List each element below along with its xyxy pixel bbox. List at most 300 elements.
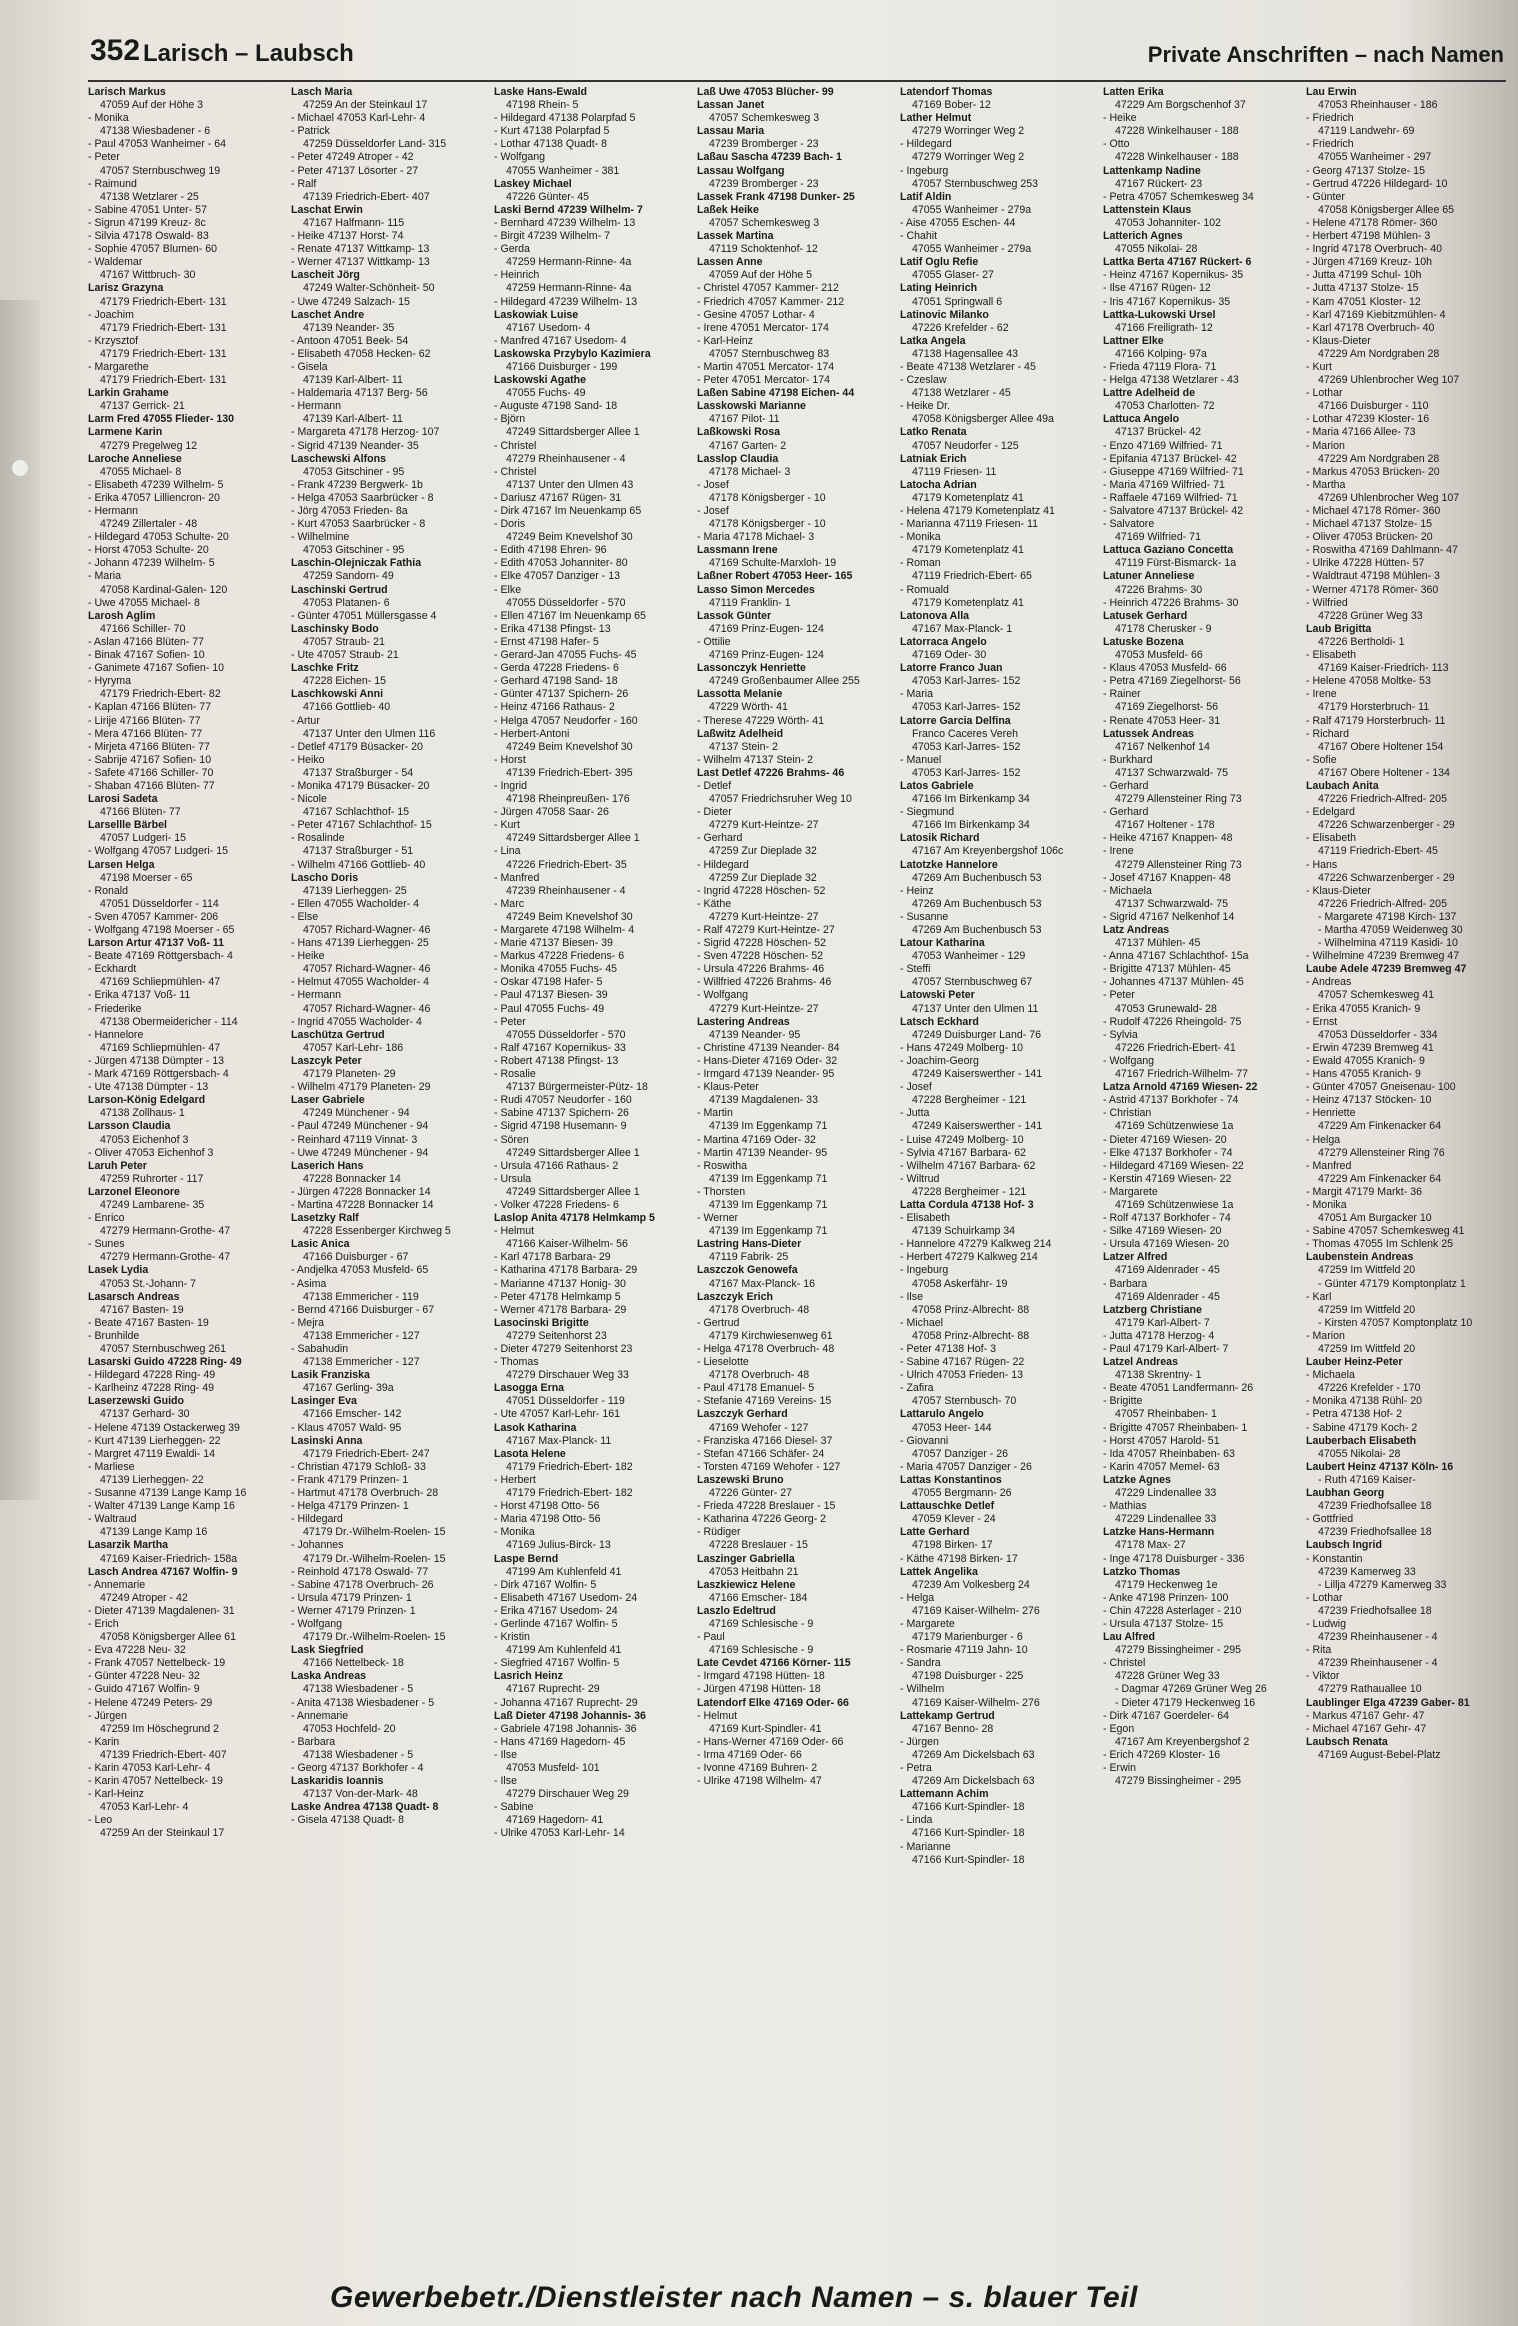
entry-surname: Laserich Hans	[291, 1159, 364, 1172]
entry-line: - Mathias	[1103, 1500, 1147, 1513]
entry-line: - Margarethe	[88, 360, 149, 373]
entry-line: - Helmut 47055 Wacholder- 4	[291, 976, 429, 989]
entry-line: 47055 Fuchs- 49	[506, 387, 586, 400]
entry-line: - Petra 47138 Hof- 2	[1306, 1408, 1402, 1421]
entry-line: 47269 Am Dickelsbach 63	[912, 1748, 1035, 1761]
entry-line: 47269 Uhlenbrocher Weg 107	[1318, 374, 1460, 387]
entry-line: 47053 St.-Johann- 7	[100, 1277, 197, 1290]
entry-line: 47166 Freiligrath- 12	[1115, 321, 1213, 334]
entry-line: 47167 Usedom- 4	[506, 321, 591, 334]
entry-line: 47198 Rhein- 5	[506, 99, 579, 112]
entry-line: - Edith 47198 Ehren- 96	[494, 544, 607, 557]
entry-line: - Marc	[494, 897, 525, 910]
entry-line: - Hans 47139 Lierheggen- 25	[291, 937, 429, 950]
entry-line: 47169 Bober- 12	[912, 99, 991, 112]
entry-line: - Wilhelmina 47119 Kasidi- 10	[1318, 937, 1458, 950]
entry-surname: Latz Andreas	[1103, 924, 1170, 936]
entry-surname: Latocha Adrian	[900, 478, 977, 491]
entry-line: - Werner	[697, 1212, 739, 1225]
entry-line: - Karl-Heinz	[88, 1788, 144, 1801]
entry-line: - Ute 47138 Dümpter - 13	[88, 1081, 209, 1094]
entry-line: 47178 Overbruch- 48	[709, 1369, 810, 1382]
entry-line: - Heike	[291, 950, 325, 963]
entry-line: 47279 Rathauallee 10	[1318, 1683, 1422, 1696]
entry-surname: Lastering Andreas	[697, 1015, 790, 1028]
entry-surname: Latif Aldin	[900, 190, 952, 203]
entry-surname: Latzberg Christiane	[1103, 1303, 1202, 1316]
entry-line: - Hermann	[291, 989, 342, 1002]
entry-surname: Laszczyk Erich	[697, 1290, 773, 1303]
entry-surname: Lassok Günter	[697, 609, 772, 622]
entry-line: - Paul 47055 Fuchs- 49	[494, 1002, 605, 1015]
entry-line: - Jutta	[900, 1107, 930, 1120]
entry-surname: Larosi Sadeta	[88, 793, 158, 806]
entry-line: - Artur	[291, 714, 320, 727]
entry-line: - Elisabeth 47058 Hecken- 62	[291, 347, 431, 360]
entry-line: - Irene 47051 Mercator- 174	[697, 321, 829, 334]
entry-line: 47169 Schützenwiese 1a	[1115, 1198, 1234, 1211]
entry-line: - Sven 47228 Höschen- 52	[697, 950, 824, 963]
entry-line: 47249 Kaiserswerther - 141	[912, 1120, 1043, 1133]
entry-surname: Latka Angela	[900, 334, 966, 347]
entry-line: 47051 Düsseldorfer - 114	[100, 897, 219, 910]
entry-line: 47179 Kirchwiesenweg 61	[709, 1329, 833, 1342]
entry-line: - Ingrid 47055 Wacholder- 4	[291, 1015, 422, 1028]
entry-line: - Peter 47249 Atroper - 42	[291, 151, 414, 164]
entry-line: 47167 Wittbruch- 30	[100, 269, 196, 282]
entry-line: 47167 Garten- 2	[709, 439, 787, 452]
entry-line: 47059 Auf der Höhe 3	[100, 99, 204, 112]
entry-line: - Martha 47059 Weidenweg 30	[1318, 924, 1463, 936]
entry-line: - Hyryma	[88, 675, 131, 688]
entry-line: - Doris	[494, 518, 526, 531]
entry-line: 47167 Am Kreyenbergshof 2	[1115, 1735, 1250, 1748]
entry-line: - Ralf 47179 Horsterbruch- 11	[1306, 714, 1446, 727]
entry-line: - Sabine 47179 Koch- 2	[1306, 1421, 1418, 1434]
entry-line: - Elisabeth 47167 Usedom- 24	[494, 1591, 638, 1604]
entry-line: - Rolf 47137 Borkhofer - 74	[1103, 1212, 1231, 1225]
entry-line: - Elke 47057 Danziger - 13	[494, 570, 621, 583]
entry-surname: Laskey Michael	[494, 177, 572, 190]
entry-surname: Laube Adele 47239 Bremweg 47	[1306, 963, 1467, 976]
entry-line: - Martha	[1306, 478, 1346, 491]
entry-line: - Paul 47137 Biesen- 39	[494, 989, 608, 1002]
entry-line: 47226 Friedrich-Ebert- 35	[506, 858, 627, 871]
entry-line: - Wilhelm 47179 Planeten- 29	[291, 1081, 431, 1094]
entry-line: 47119 Friedrich-Ebert- 45	[1318, 845, 1438, 858]
entry-line: - Birgit 47239 Wilhelm- 7	[494, 230, 610, 243]
entry-line: - Helmut	[697, 1709, 738, 1722]
entry-line: 47249 Beim Knevelshof 30	[506, 531, 633, 544]
entry-line: 47139 Lierheggen- 25	[303, 884, 407, 897]
entry-line: 47259 An der Steinkaul 17	[303, 99, 428, 112]
entry-line: - Helena 47179 Kometenplatz 41	[900, 505, 1055, 517]
entry-line: - Lina	[494, 845, 521, 858]
listing-column-4	[697, 86, 873, 2266]
entry-line: 47249 Beim Knevelshof 30	[506, 740, 633, 753]
entry-line: - Gesine 47057 Lothar- 4	[697, 308, 815, 321]
entry-line: 47166 Duisburger - 199	[506, 360, 618, 373]
entry-line: 47139 Friedrich-Ebert- 395	[506, 766, 633, 779]
entry-line: 47119 Franklin- 1	[709, 596, 791, 609]
entry-line: - Mera 47166 Blüten- 77	[88, 727, 203, 740]
entry-line: 47057 Sternbuschweg 83	[709, 347, 830, 360]
entry-line: 47226 Friedrich-Alfred- 205	[1318, 897, 1447, 910]
entry-line: 47279 Kurt-Heintze- 27	[709, 819, 819, 832]
entry-line: - Robert 47138 Pfingst- 13	[494, 1054, 619, 1067]
entry-line: - Brunhilde	[88, 1329, 140, 1342]
entry-line: - Salvatore 47137 Brückel- 42	[1103, 505, 1244, 517]
entry-line: - Friedrich	[1306, 112, 1354, 125]
entry-line: 47057 Friedrichsruher Weg 10	[709, 793, 852, 806]
entry-surname: Laspe Bernd	[494, 1552, 559, 1565]
entry-line: - Dagmar 47269 Grüner Weg 26	[1115, 1683, 1267, 1696]
entry-line: - Volker 47228 Friedens- 6	[494, 1198, 619, 1211]
entry-line: - Ingeburg	[900, 164, 949, 177]
entry-line: - Otto	[1103, 138, 1130, 151]
entry-line: - Anita 47138 Wiesbadener - 5	[291, 1696, 435, 1709]
entry-line: - Hartmut 47178 Overbruch- 28	[291, 1487, 439, 1500]
entry-line: 47057 Straub- 21	[303, 635, 385, 648]
entry-line: - Asima	[291, 1277, 327, 1290]
listing-column-3	[494, 86, 670, 2266]
entry-line: 47228 Essenberger Kirchweg 5	[303, 1225, 451, 1238]
entry-line: 47279 Kurt-Heintze- 27	[709, 910, 819, 923]
entry-surname: Lattenstein Klaus	[1103, 203, 1192, 216]
entry-line: 47169 Wilfried- 71	[1115, 531, 1201, 544]
entry-surname: Laschet Andre	[291, 308, 365, 321]
entry-line: 47166 Schiller- 70	[100, 622, 186, 635]
entry-line: 47229 Lindenallee 33	[1115, 1513, 1217, 1526]
entry-line: 47169 Schliepmühlen- 47	[100, 976, 221, 989]
entry-line: - Rudi 47057 Neudorfer - 160	[494, 1094, 632, 1107]
entry-line: - Marianne	[900, 1840, 951, 1853]
entry-surname: Larm Fred 47055 Flieder- 130	[88, 413, 235, 426]
entry-line: 47259 Düsseldorfer Land- 315	[303, 138, 447, 151]
entry-line: 47239 Rheinhausener - 4	[506, 884, 626, 897]
entry-surname: Lating Heinrich	[900, 282, 978, 295]
entry-line: - Christel 47057 Kammer- 212	[697, 282, 839, 295]
entry-line: - Else	[291, 910, 319, 923]
entry-line: - Sabrije 47167 Sofien- 10	[88, 753, 212, 766]
entry-line: - Horst 47057 Harold- 51	[1103, 1434, 1220, 1447]
entry-line: - Günter 47051 Müllersgasse 4	[291, 609, 437, 622]
entry-line: 47137 Stein- 2	[709, 740, 778, 753]
entry-surname: Laschinski Gertrud	[291, 583, 388, 596]
entry-line: 47166 Kurt-Spindler- 18	[912, 1853, 1025, 1866]
entry-line: - Josef	[697, 505, 729, 517]
entry-line: - Sylvia 47167 Barbara- 62	[900, 1146, 1027, 1159]
entry-line: - Günter 47228 Neu- 32	[88, 1670, 200, 1683]
entry-line: 47139 Im Eggenkamp 71	[709, 1120, 828, 1133]
entry-line: - Ursula 47169 Wiesen- 20	[1103, 1238, 1230, 1251]
entry-line: 47053 Karl-Jarres- 152	[912, 766, 1021, 779]
entry-line: 47167 Max-Planck- 16	[709, 1277, 815, 1290]
entry-line: - Dariusz 47167 Rügen- 31	[494, 491, 622, 504]
entry-line: - Marion	[1306, 1329, 1345, 1342]
entry-line: - Margarete	[900, 1617, 955, 1630]
entry-line: - Ulrike 47053 Karl-Lehr- 14	[494, 1827, 625, 1840]
entry-line: 47179 Friedrich-Ebert- 247	[303, 1447, 430, 1460]
entry-line: - Wolfgang 47057 Ludgeri- 15	[88, 845, 228, 858]
entry-line: 47228 Grüner Weg 33	[1318, 609, 1423, 622]
entry-line: - Ida 47057 Rheinbaben- 63	[1103, 1447, 1235, 1460]
entry-line: - Irene	[1306, 688, 1337, 701]
entry-line: - Gerhard	[1103, 806, 1149, 819]
entry-line: - Brigitte	[1103, 1395, 1143, 1408]
entry-line: - Jürgen	[88, 1709, 127, 1722]
entry-line: - Bernhard 47239 Wilhelm- 13	[494, 216, 636, 229]
entry-line: 47259 Zur Dieplade 32	[709, 871, 817, 884]
entry-line: 47228 Bonnacker 14	[303, 1172, 401, 1185]
entry-line: 47166 Gottlieb- 40	[303, 701, 391, 714]
entry-line: 47279 Seitenhorst 23	[506, 1329, 607, 1342]
entry-line: 47279 Pregelweg 12	[100, 439, 198, 452]
entry-line: 47139 Neander- 95	[709, 1028, 801, 1041]
entry-surname: Latorraca Angelo	[900, 635, 987, 648]
entry-line: - Stefan 47166 Schäfer- 24	[697, 1447, 825, 1460]
entry-line: - Frieda 47119 Flora- 71	[1103, 360, 1217, 373]
entry-line: - Lillja 47279 Kamerweg 33	[1318, 1578, 1447, 1591]
entry-line: - Helga 47053 Saarbrücker - 8	[291, 491, 434, 504]
entry-line: - Georg 47137 Borkhofer - 4	[291, 1762, 424, 1774]
entry-line: - Karlheinz 47228 Ring- 49	[88, 1382, 215, 1395]
entry-line: - Ilse	[494, 1775, 517, 1788]
entry-line: - Klaus 47053 Musfeld- 66	[1103, 662, 1227, 675]
entry-line: 47178 Overbruch- 48	[709, 1303, 810, 1316]
entry-line: - Ernst	[1306, 1015, 1338, 1028]
entry-line: 47139 Neander- 35	[303, 321, 395, 334]
entry-surname: Laszewski Bruno	[697, 1473, 784, 1486]
entry-line: - Petra 47057 Schemkesweg 34	[1103, 190, 1254, 203]
entry-line: 47279 Bissingheimer - 295	[1115, 1775, 1242, 1788]
entry-line: - Martina 47228 Bonnacker 14	[291, 1198, 434, 1211]
entry-line: 47167 Benno- 28	[912, 1722, 994, 1735]
entry-line: - Christel	[1103, 1657, 1146, 1670]
entry-line: 47179 Friedrich-Ebert- 131	[100, 295, 227, 308]
entry-line: - Rüdiger	[697, 1526, 741, 1539]
entry-line: - Björn	[494, 413, 526, 426]
entry-line: - Wilhelm 47167 Barbara- 62	[900, 1159, 1036, 1172]
entry-line: 47167 Gerling- 39a	[303, 1382, 394, 1395]
entry-line: 47057 Richard-Wagner- 46	[303, 1002, 431, 1015]
entry-line: 47228 Eichen- 15	[303, 675, 387, 688]
entry-line: - Beate 47167 Basten- 19	[88, 1316, 209, 1329]
entry-line: - Martin	[697, 1107, 733, 1120]
entry-line: - Günter 47137 Spichern- 26	[494, 688, 629, 701]
entry-line: - Jutta 47178 Herzog- 4	[1103, 1329, 1215, 1342]
entry-line: - Kurt 47138 Polarpfad 5	[494, 125, 610, 138]
entry-line: 47139 Im Eggenkamp 71	[709, 1198, 828, 1211]
entry-line: 47228 Grüner Weg 33	[1115, 1670, 1220, 1683]
entry-line: - Ulrich 47053 Frieden- 13	[900, 1369, 1024, 1382]
entry-line: - Dieter 47169 Wiesen- 20	[1103, 1133, 1227, 1146]
entry-surname: Latorre Garcia Delfina	[900, 714, 1011, 727]
entry-line: - Thomas	[494, 1356, 539, 1369]
entry-line: - Annemarie	[291, 1709, 349, 1722]
entry-line: 47259 Im Höschegrund 2	[100, 1722, 219, 1735]
entry-line: - Manfred	[494, 871, 540, 884]
entry-line: - Ingrid 47178 Overbruch- 40	[1306, 243, 1443, 256]
entry-line: 47167 Holtener - 178	[1115, 819, 1215, 832]
entry-surname: Laubach Anita	[1306, 779, 1379, 792]
listing-column-6	[1103, 86, 1279, 2266]
entry-surname: Lassek Frank 47198 Dunker- 25	[697, 190, 855, 203]
entry-line: - Raimund	[88, 177, 137, 190]
entry-line: - Sabine 47057 Schemkesweg 41	[1306, 1225, 1465, 1238]
entry-line: - Helene 47249 Peters- 29	[88, 1696, 213, 1709]
entry-line: 47249 Münchener - 94	[303, 1107, 410, 1120]
entry-surname: Lattka Berta 47167 Rückert- 6	[1103, 256, 1252, 269]
entry-line: 47169 Kaiser-Wilhelm- 276	[912, 1604, 1040, 1617]
entry-line: - Auguste 47198 Sand- 18	[494, 400, 618, 413]
entry-line: 47249 Großenbaumer Allee 255	[709, 675, 860, 688]
entry-surname: Late Cevdet 47166 Körner- 115	[697, 1657, 851, 1670]
entry-line: 47137 Gerhard- 30	[100, 1408, 190, 1421]
entry-line: 47169 Prinz-Eugen- 124	[709, 622, 824, 635]
entry-line: - Waldemar	[88, 256, 143, 269]
entry-line: 47057 Sternbusch- 70	[912, 1395, 1017, 1408]
entry-line: - Ingrid 47228 Höschen- 52	[697, 884, 826, 897]
entry-line: 47053 Düsseldorfer - 334	[1318, 1028, 1438, 1041]
entry-line: - Binak 47167 Sofien- 10	[88, 649, 205, 662]
entry-surname: Lau Erwin	[1306, 86, 1357, 98]
entry-line: 47167 Halfmann- 115	[303, 216, 405, 229]
entry-line: 47138 Wiesbadener - 5	[303, 1748, 414, 1761]
entry-line: - Hans 47055 Kranich- 9	[1306, 1068, 1421, 1081]
entry-line: 47226 Krefelder - 62	[912, 321, 1009, 334]
entry-line: - Sigrid 47139 Neander- 35	[291, 439, 419, 452]
entry-surname: Lasso Simon Mercedes	[697, 583, 815, 596]
entry-line: - Annemarie	[88, 1578, 146, 1591]
entry-line: 47167 Basten- 19	[100, 1303, 184, 1316]
entry-line: - Waltraud	[88, 1513, 137, 1526]
entry-line: - Rainer	[1103, 688, 1141, 701]
entry-line: - Monika 47179 Büsacker- 20	[291, 779, 430, 792]
entry-line: - Klaus-Dieter	[1306, 334, 1371, 347]
entry-surname: Larsellle Bärbel	[88, 819, 167, 832]
entry-surname: Lascho Doris	[291, 871, 359, 884]
entry-line: - Lothar	[1306, 387, 1343, 400]
entry-line: 47259 An der Steinkaul 17	[100, 1827, 225, 1840]
entry-line: - Horst	[494, 753, 526, 766]
entry-line: - Elke	[494, 583, 522, 596]
entry-surname: Latzko Thomas	[1103, 1565, 1181, 1578]
entry-line: 47239 Bromberger - 23	[709, 177, 819, 190]
entry-line: - Burkhard	[1103, 753, 1153, 766]
entry-line: 47179 Friedrich-Ebert- 131	[100, 374, 227, 387]
entry-surname: Larson-König Edelgard	[88, 1094, 206, 1107]
entry-surname: Lasic Anica	[291, 1238, 350, 1251]
entry-line: - Hildegard	[291, 1513, 343, 1526]
entry-line: - Michael 47053 Karl-Lehr- 4	[291, 112, 426, 125]
entry-line: 47199 Am Kuhlenfeld 41	[506, 1565, 622, 1578]
entry-line: - Josef	[697, 478, 729, 491]
entry-line: - Dieter 47139 Magdalenen- 31	[88, 1604, 235, 1617]
entry-line: - Peter 47167 Schlachthof- 15	[291, 819, 432, 832]
entry-line: 47139 Lierheggen- 22	[100, 1473, 204, 1486]
entry-surname: Lasskowski Marianne	[697, 400, 806, 413]
entry-line: - Ursula 47137 Stolze- 15	[1103, 1617, 1224, 1630]
entry-line: - Michael 47137 Stolze- 15	[1306, 518, 1433, 531]
entry-line: - Jürgen 47198 Hütten- 18	[697, 1683, 821, 1696]
entry-line: - Frieda 47228 Breslauer - 15	[697, 1500, 836, 1513]
entry-line: - Romuald	[900, 583, 949, 596]
entry-line: - Paul 47178 Emanuel- 5	[697, 1382, 815, 1395]
entry-surname: Laschkowski Anni	[291, 688, 384, 701]
entry-surname: Lassau Wolfgang	[697, 164, 785, 177]
entry-line: 47137 Unter den Ulmen 43	[506, 478, 634, 491]
entry-line: - Martin 47139 Neander- 95	[697, 1146, 828, 1159]
entry-line: - Barbara	[1103, 1277, 1148, 1290]
entry-surname: Lasek Lydia	[88, 1264, 149, 1277]
entry-line: 47179 Dr.-Wilhelm-Roelen- 15	[303, 1526, 446, 1539]
entry-surname: Larzonel Eleonore	[88, 1185, 180, 1198]
entry-line: - Rita	[1306, 1644, 1332, 1657]
entry-line: 47119 Friedrich-Ebert- 65	[912, 570, 1032, 583]
entry-surname: Latzke Hans-Hermann	[1103, 1526, 1215, 1539]
entry-line: 47137 Brückel- 42	[1115, 426, 1201, 439]
entry-line: - Therese 47229 Wörth- 41	[697, 714, 824, 727]
entry-line: - Martin 47051 Mercator- 174	[697, 360, 835, 373]
entry-line: - Markus 47228 Friedens- 6	[494, 950, 625, 963]
entry-line: 47178 Cherusker - 9	[1115, 622, 1212, 635]
entry-surname: Latzke Agnes	[1103, 1473, 1171, 1486]
entry-line: - Raffaele 47169 Wilfried- 71	[1103, 491, 1238, 504]
entry-line: 47229 Am Finkenacker 64	[1318, 1120, 1442, 1133]
entry-line: 47198 Rheinpreußen- 176	[506, 793, 630, 806]
entry-line: - Elisabeth	[1306, 832, 1357, 845]
entry-line: 47239 Bromberger - 23	[709, 138, 819, 151]
entry-line: 47179 Planeten- 29	[303, 1068, 396, 1081]
entry-surname: Latusek Gerhard	[1103, 609, 1188, 622]
entry-line: - Karin 47053 Karl-Lehr- 4	[88, 1762, 211, 1774]
entry-surname: Lastring Hans-Dieter	[697, 1238, 802, 1251]
entry-line: - Egon	[1103, 1722, 1135, 1735]
entry-surname: Lattuca Gaziano Concetta	[1103, 544, 1234, 557]
listing-column-5	[900, 86, 1076, 2266]
entry-surname: Lassen Anne	[697, 256, 763, 269]
entry-line: - Helmut	[494, 1225, 535, 1238]
entry-line: 47169 Ziegelhorst- 56	[1115, 701, 1219, 714]
entry-surname: Lasok Katharina	[494, 1421, 577, 1434]
entry-surname: Laschinsky Bodo	[291, 622, 379, 635]
entry-line: 47139 Schuirkamp 34	[912, 1225, 1016, 1238]
entry-surname: Lasinger Eva	[291, 1395, 357, 1408]
entry-line: - Susanne 47139 Lange Kamp 16	[88, 1487, 247, 1500]
entry-line: - Hermann	[88, 505, 139, 517]
entry-line: 47053 Karl-Lehr- 4	[100, 1801, 189, 1814]
entry-line: - Klaus 47057 Wald- 95	[291, 1421, 402, 1434]
entry-line: 47226 Friedrich-Ebert- 41	[1115, 1041, 1236, 1054]
entry-line: - Sylvia	[1103, 1028, 1138, 1041]
entry-line: - Ursula 47166 Rathaus- 2	[494, 1159, 619, 1172]
entry-line: 47198 Moerser - 65	[100, 871, 193, 884]
entry-surname: Laub Brigitta	[1306, 622, 1372, 635]
entry-line: - Dieter	[697, 806, 732, 819]
entry-line: - Johanna 47167 Ruprecht- 29	[494, 1696, 638, 1709]
entry-line: 47239 Friedhofsallee 18	[1318, 1604, 1432, 1617]
entry-line: 47239 Am Volkesberg 24	[912, 1578, 1030, 1591]
entry-line: 47059 Auf der Höhe 5	[709, 269, 813, 282]
entry-surname: Laszczok Genowefa	[697, 1264, 798, 1277]
entry-line: - Lothar 47138 Quadt- 8	[494, 138, 608, 151]
entry-line: - Ralf 47167 Kopernikus- 33	[494, 1041, 626, 1054]
entry-line: 47139 Lange Kamp 16	[100, 1526, 208, 1539]
entry-line: - Chin 47228 Asterlager - 210	[1103, 1604, 1242, 1617]
entry-line: - Renate 47137 Wittkamp- 13	[291, 243, 430, 256]
entry-surname: Lattemann Achim	[900, 1788, 989, 1801]
